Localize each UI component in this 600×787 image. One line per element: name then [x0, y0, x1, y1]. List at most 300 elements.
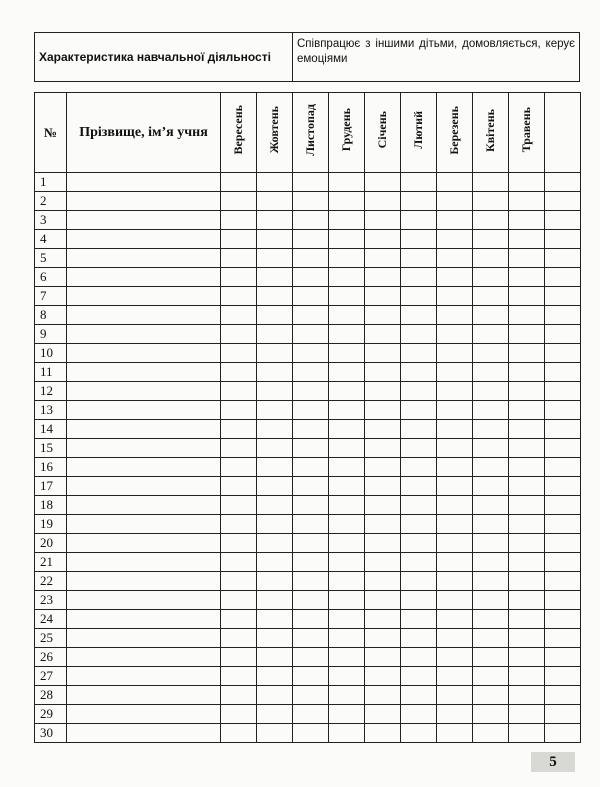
month-mark-cell[interactable] — [401, 249, 437, 268]
month-mark-cell[interactable] — [329, 344, 365, 363]
month-mark-cell[interactable] — [437, 363, 473, 382]
student-name-cell[interactable] — [67, 553, 221, 572]
month-mark-cell[interactable] — [545, 420, 581, 439]
month-mark-cell[interactable] — [437, 192, 473, 211]
month-mark-cell[interactable] — [293, 496, 329, 515]
month-mark-cell[interactable] — [509, 610, 545, 629]
month-mark-cell[interactable] — [365, 648, 401, 667]
month-mark-cell[interactable] — [473, 230, 509, 249]
month-mark-cell[interactable] — [365, 363, 401, 382]
month-mark-cell[interactable] — [401, 610, 437, 629]
month-mark-cell[interactable] — [437, 553, 473, 572]
month-mark-cell[interactable] — [293, 534, 329, 553]
month-mark-cell[interactable] — [221, 192, 257, 211]
month-mark-cell[interactable] — [365, 534, 401, 553]
student-name-cell[interactable] — [67, 591, 221, 610]
month-mark-cell[interactable] — [473, 344, 509, 363]
month-mark-cell[interactable] — [257, 230, 293, 249]
month-mark-cell[interactable] — [473, 173, 509, 192]
month-mark-cell[interactable] — [221, 382, 257, 401]
month-mark-cell[interactable] — [329, 306, 365, 325]
month-mark-cell[interactable] — [473, 572, 509, 591]
month-mark-cell[interactable] — [365, 420, 401, 439]
month-mark-cell[interactable] — [401, 458, 437, 477]
month-mark-cell[interactable] — [545, 382, 581, 401]
month-mark-cell[interactable] — [437, 306, 473, 325]
month-mark-cell[interactable] — [221, 610, 257, 629]
month-mark-cell[interactable] — [437, 344, 473, 363]
month-mark-cell[interactable] — [221, 230, 257, 249]
month-mark-cell[interactable] — [257, 648, 293, 667]
month-mark-cell[interactable] — [401, 211, 437, 230]
month-mark-cell[interactable] — [545, 686, 581, 705]
month-mark-cell[interactable] — [401, 382, 437, 401]
month-mark-cell[interactable] — [545, 306, 581, 325]
month-mark-cell[interactable] — [365, 268, 401, 287]
month-mark-cell[interactable] — [221, 477, 257, 496]
month-mark-cell[interactable] — [401, 724, 437, 743]
month-mark-cell[interactable] — [293, 439, 329, 458]
month-mark-cell[interactable] — [293, 610, 329, 629]
month-mark-cell[interactable] — [545, 439, 581, 458]
month-mark-cell[interactable] — [257, 686, 293, 705]
month-mark-cell[interactable] — [329, 439, 365, 458]
month-mark-cell[interactable] — [545, 724, 581, 743]
month-mark-cell[interactable] — [365, 382, 401, 401]
student-name-cell[interactable] — [67, 344, 221, 363]
month-mark-cell[interactable] — [473, 515, 509, 534]
month-mark-cell[interactable] — [545, 629, 581, 648]
month-mark-cell[interactable] — [257, 724, 293, 743]
month-mark-cell[interactable] — [329, 591, 365, 610]
month-mark-cell[interactable] — [401, 268, 437, 287]
month-mark-cell[interactable] — [437, 591, 473, 610]
month-mark-cell[interactable] — [473, 629, 509, 648]
student-name-cell[interactable] — [67, 382, 221, 401]
month-mark-cell[interactable] — [221, 648, 257, 667]
month-mark-cell[interactable] — [365, 230, 401, 249]
month-mark-cell[interactable] — [509, 591, 545, 610]
month-mark-cell[interactable] — [329, 249, 365, 268]
month-mark-cell[interactable] — [545, 572, 581, 591]
month-mark-cell[interactable] — [473, 553, 509, 572]
month-mark-cell[interactable] — [221, 496, 257, 515]
month-mark-cell[interactable] — [509, 192, 545, 211]
month-mark-cell[interactable] — [257, 401, 293, 420]
month-mark-cell[interactable] — [509, 268, 545, 287]
month-mark-cell[interactable] — [401, 439, 437, 458]
month-mark-cell[interactable] — [293, 211, 329, 230]
student-name-cell[interactable] — [67, 363, 221, 382]
month-mark-cell[interactable] — [437, 515, 473, 534]
month-mark-cell[interactable] — [437, 401, 473, 420]
month-mark-cell[interactable] — [293, 363, 329, 382]
month-mark-cell[interactable] — [257, 344, 293, 363]
month-mark-cell[interactable] — [365, 553, 401, 572]
month-mark-cell[interactable] — [329, 192, 365, 211]
month-mark-cell[interactable] — [293, 401, 329, 420]
student-name-cell[interactable] — [67, 648, 221, 667]
student-name-cell[interactable] — [67, 401, 221, 420]
month-mark-cell[interactable] — [437, 382, 473, 401]
month-mark-cell[interactable] — [545, 287, 581, 306]
month-mark-cell[interactable] — [329, 363, 365, 382]
month-mark-cell[interactable] — [365, 629, 401, 648]
month-mark-cell[interactable] — [257, 496, 293, 515]
month-mark-cell[interactable] — [545, 705, 581, 724]
month-mark-cell[interactable] — [257, 610, 293, 629]
month-mark-cell[interactable] — [293, 477, 329, 496]
month-mark-cell[interactable] — [545, 325, 581, 344]
month-mark-cell[interactable] — [473, 610, 509, 629]
month-mark-cell[interactable] — [293, 382, 329, 401]
month-mark-cell[interactable] — [437, 287, 473, 306]
month-mark-cell[interactable] — [221, 515, 257, 534]
month-mark-cell[interactable] — [221, 629, 257, 648]
month-mark-cell[interactable] — [509, 344, 545, 363]
student-name-cell[interactable] — [67, 667, 221, 686]
month-mark-cell[interactable] — [221, 458, 257, 477]
month-mark-cell[interactable] — [509, 572, 545, 591]
month-mark-cell[interactable] — [365, 477, 401, 496]
student-name-cell[interactable] — [67, 325, 221, 344]
month-mark-cell[interactable] — [401, 686, 437, 705]
month-mark-cell[interactable] — [365, 667, 401, 686]
student-name-cell[interactable] — [67, 192, 221, 211]
month-mark-cell[interactable] — [257, 591, 293, 610]
month-mark-cell[interactable] — [473, 249, 509, 268]
month-mark-cell[interactable] — [509, 705, 545, 724]
month-mark-cell[interactable] — [293, 553, 329, 572]
month-mark-cell[interactable] — [365, 591, 401, 610]
month-mark-cell[interactable] — [365, 287, 401, 306]
month-mark-cell[interactable] — [221, 439, 257, 458]
student-name-cell[interactable] — [67, 496, 221, 515]
student-name-cell[interactable] — [67, 629, 221, 648]
month-mark-cell[interactable] — [257, 287, 293, 306]
month-mark-cell[interactable] — [401, 230, 437, 249]
month-mark-cell[interactable] — [401, 306, 437, 325]
month-mark-cell[interactable] — [509, 534, 545, 553]
month-mark-cell[interactable] — [545, 553, 581, 572]
month-mark-cell[interactable] — [509, 211, 545, 230]
month-mark-cell[interactable] — [221, 249, 257, 268]
month-mark-cell[interactable] — [257, 306, 293, 325]
month-mark-cell[interactable] — [329, 515, 365, 534]
month-mark-cell[interactable] — [293, 648, 329, 667]
month-mark-cell[interactable] — [545, 648, 581, 667]
month-mark-cell[interactable] — [293, 458, 329, 477]
month-mark-cell[interactable] — [329, 420, 365, 439]
student-name-cell[interactable] — [67, 705, 221, 724]
month-mark-cell[interactable] — [221, 344, 257, 363]
student-name-cell[interactable] — [67, 439, 221, 458]
student-name-cell[interactable] — [67, 458, 221, 477]
month-mark-cell[interactable] — [221, 724, 257, 743]
month-mark-cell[interactable] — [257, 363, 293, 382]
month-mark-cell[interactable] — [329, 629, 365, 648]
month-mark-cell[interactable] — [365, 724, 401, 743]
month-mark-cell[interactable] — [257, 268, 293, 287]
month-mark-cell[interactable] — [329, 401, 365, 420]
month-mark-cell[interactable] — [545, 230, 581, 249]
student-name-cell[interactable] — [67, 477, 221, 496]
month-mark-cell[interactable] — [473, 724, 509, 743]
month-mark-cell[interactable] — [329, 477, 365, 496]
student-name-cell[interactable] — [67, 572, 221, 591]
month-mark-cell[interactable] — [329, 382, 365, 401]
month-mark-cell[interactable] — [473, 306, 509, 325]
month-mark-cell[interactable] — [329, 534, 365, 553]
month-mark-cell[interactable] — [257, 705, 293, 724]
month-mark-cell[interactable] — [293, 515, 329, 534]
student-name-cell[interactable] — [67, 230, 221, 249]
month-mark-cell[interactable] — [221, 667, 257, 686]
month-mark-cell[interactable] — [293, 724, 329, 743]
month-mark-cell[interactable] — [365, 249, 401, 268]
month-mark-cell[interactable] — [365, 211, 401, 230]
month-mark-cell[interactable] — [509, 496, 545, 515]
month-mark-cell[interactable] — [365, 325, 401, 344]
month-mark-cell[interactable] — [221, 268, 257, 287]
month-mark-cell[interactable] — [365, 344, 401, 363]
month-mark-cell[interactable] — [257, 477, 293, 496]
month-mark-cell[interactable] — [257, 667, 293, 686]
month-mark-cell[interactable] — [473, 458, 509, 477]
month-mark-cell[interactable] — [401, 648, 437, 667]
month-mark-cell[interactable] — [437, 686, 473, 705]
month-mark-cell[interactable] — [257, 458, 293, 477]
month-mark-cell[interactable] — [401, 496, 437, 515]
month-mark-cell[interactable] — [257, 534, 293, 553]
month-mark-cell[interactable] — [437, 648, 473, 667]
student-name-cell[interactable] — [67, 515, 221, 534]
month-mark-cell[interactable] — [329, 496, 365, 515]
month-mark-cell[interactable] — [473, 705, 509, 724]
month-mark-cell[interactable] — [401, 420, 437, 439]
month-mark-cell[interactable] — [437, 629, 473, 648]
month-mark-cell[interactable] — [401, 325, 437, 344]
month-mark-cell[interactable] — [545, 534, 581, 553]
month-mark-cell[interactable] — [401, 173, 437, 192]
student-name-cell[interactable] — [67, 534, 221, 553]
month-mark-cell[interactable] — [401, 553, 437, 572]
month-mark-cell[interactable] — [473, 363, 509, 382]
month-mark-cell[interactable] — [329, 173, 365, 192]
month-mark-cell[interactable] — [257, 382, 293, 401]
month-mark-cell[interactable] — [329, 553, 365, 572]
month-mark-cell[interactable] — [221, 420, 257, 439]
month-mark-cell[interactable] — [257, 420, 293, 439]
month-mark-cell[interactable] — [509, 686, 545, 705]
month-mark-cell[interactable] — [329, 325, 365, 344]
month-mark-cell[interactable] — [509, 230, 545, 249]
month-mark-cell[interactable] — [509, 382, 545, 401]
month-mark-cell[interactable] — [221, 572, 257, 591]
month-mark-cell[interactable] — [293, 591, 329, 610]
month-mark-cell[interactable] — [365, 439, 401, 458]
month-mark-cell[interactable] — [293, 629, 329, 648]
month-mark-cell[interactable] — [473, 382, 509, 401]
month-mark-cell[interactable] — [509, 306, 545, 325]
month-mark-cell[interactable] — [437, 268, 473, 287]
month-mark-cell[interactable] — [329, 287, 365, 306]
month-mark-cell[interactable] — [509, 458, 545, 477]
month-mark-cell[interactable] — [545, 477, 581, 496]
month-mark-cell[interactable] — [293, 344, 329, 363]
month-mark-cell[interactable] — [401, 705, 437, 724]
month-mark-cell[interactable] — [545, 515, 581, 534]
month-mark-cell[interactable] — [221, 591, 257, 610]
month-mark-cell[interactable] — [293, 249, 329, 268]
month-mark-cell[interactable] — [293, 325, 329, 344]
month-mark-cell[interactable] — [509, 553, 545, 572]
month-mark-cell[interactable] — [473, 325, 509, 344]
month-mark-cell[interactable] — [545, 173, 581, 192]
month-mark-cell[interactable] — [257, 325, 293, 344]
month-mark-cell[interactable] — [329, 610, 365, 629]
month-mark-cell[interactable] — [293, 192, 329, 211]
month-mark-cell[interactable] — [293, 230, 329, 249]
month-mark-cell[interactable] — [293, 667, 329, 686]
month-mark-cell[interactable] — [545, 344, 581, 363]
student-name-cell[interactable] — [67, 249, 221, 268]
month-mark-cell[interactable] — [473, 591, 509, 610]
month-mark-cell[interactable] — [437, 572, 473, 591]
month-mark-cell[interactable] — [401, 192, 437, 211]
month-mark-cell[interactable] — [509, 629, 545, 648]
month-mark-cell[interactable] — [473, 534, 509, 553]
month-mark-cell[interactable] — [545, 363, 581, 382]
month-mark-cell[interactable] — [257, 439, 293, 458]
month-mark-cell[interactable] — [473, 439, 509, 458]
month-mark-cell[interactable] — [401, 363, 437, 382]
month-mark-cell[interactable] — [473, 496, 509, 515]
month-mark-cell[interactable] — [257, 173, 293, 192]
month-mark-cell[interactable] — [509, 477, 545, 496]
month-mark-cell[interactable] — [437, 458, 473, 477]
month-mark-cell[interactable] — [401, 401, 437, 420]
month-mark-cell[interactable] — [365, 173, 401, 192]
month-mark-cell[interactable] — [365, 496, 401, 515]
month-mark-cell[interactable] — [221, 306, 257, 325]
month-mark-cell[interactable] — [329, 211, 365, 230]
month-mark-cell[interactable] — [545, 591, 581, 610]
month-mark-cell[interactable] — [509, 420, 545, 439]
month-mark-cell[interactable] — [365, 192, 401, 211]
month-mark-cell[interactable] — [257, 515, 293, 534]
month-mark-cell[interactable] — [545, 496, 581, 515]
month-mark-cell[interactable] — [401, 477, 437, 496]
month-mark-cell[interactable] — [221, 401, 257, 420]
month-mark-cell[interactable] — [437, 705, 473, 724]
month-mark-cell[interactable] — [473, 648, 509, 667]
month-mark-cell[interactable] — [365, 458, 401, 477]
month-mark-cell[interactable] — [473, 477, 509, 496]
month-mark-cell[interactable] — [401, 572, 437, 591]
month-mark-cell[interactable] — [365, 515, 401, 534]
month-mark-cell[interactable] — [221, 173, 257, 192]
month-mark-cell[interactable] — [221, 363, 257, 382]
month-mark-cell[interactable] — [401, 287, 437, 306]
month-mark-cell[interactable] — [401, 667, 437, 686]
student-name-cell[interactable] — [67, 420, 221, 439]
month-mark-cell[interactable] — [257, 211, 293, 230]
month-mark-cell[interactable] — [509, 515, 545, 534]
month-mark-cell[interactable] — [545, 401, 581, 420]
month-mark-cell[interactable] — [509, 401, 545, 420]
month-mark-cell[interactable] — [221, 211, 257, 230]
month-mark-cell[interactable] — [293, 268, 329, 287]
month-mark-cell[interactable] — [473, 401, 509, 420]
student-name-cell[interactable] — [67, 211, 221, 230]
month-mark-cell[interactable] — [257, 249, 293, 268]
month-mark-cell[interactable] — [401, 591, 437, 610]
month-mark-cell[interactable] — [437, 724, 473, 743]
month-mark-cell[interactable] — [473, 192, 509, 211]
month-mark-cell[interactable] — [293, 287, 329, 306]
month-mark-cell[interactable] — [437, 439, 473, 458]
month-mark-cell[interactable] — [473, 268, 509, 287]
month-mark-cell[interactable] — [365, 401, 401, 420]
month-mark-cell[interactable] — [509, 363, 545, 382]
month-mark-cell[interactable] — [437, 667, 473, 686]
month-mark-cell[interactable] — [221, 553, 257, 572]
month-mark-cell[interactable] — [545, 458, 581, 477]
month-mark-cell[interactable] — [365, 610, 401, 629]
month-mark-cell[interactable] — [365, 572, 401, 591]
month-mark-cell[interactable] — [509, 724, 545, 743]
month-mark-cell[interactable] — [437, 173, 473, 192]
month-mark-cell[interactable] — [365, 705, 401, 724]
month-mark-cell[interactable] — [257, 629, 293, 648]
month-mark-cell[interactable] — [545, 268, 581, 287]
month-mark-cell[interactable] — [401, 629, 437, 648]
month-mark-cell[interactable] — [509, 325, 545, 344]
month-mark-cell[interactable] — [329, 686, 365, 705]
month-mark-cell[interactable] — [545, 192, 581, 211]
month-mark-cell[interactable] — [293, 306, 329, 325]
month-mark-cell[interactable] — [221, 325, 257, 344]
month-mark-cell[interactable] — [437, 211, 473, 230]
month-mark-cell[interactable] — [293, 420, 329, 439]
month-mark-cell[interactable] — [545, 249, 581, 268]
month-mark-cell[interactable] — [401, 515, 437, 534]
student-name-cell[interactable] — [67, 268, 221, 287]
month-mark-cell[interactable] — [509, 287, 545, 306]
student-name-cell[interactable] — [67, 306, 221, 325]
month-mark-cell[interactable] — [509, 173, 545, 192]
month-mark-cell[interactable] — [329, 572, 365, 591]
month-mark-cell[interactable] — [329, 724, 365, 743]
month-mark-cell[interactable] — [401, 534, 437, 553]
month-mark-cell[interactable] — [257, 572, 293, 591]
month-mark-cell[interactable] — [329, 705, 365, 724]
month-mark-cell[interactable] — [473, 686, 509, 705]
month-mark-cell[interactable] — [221, 534, 257, 553]
month-mark-cell[interactable] — [509, 667, 545, 686]
month-mark-cell[interactable] — [545, 610, 581, 629]
month-mark-cell[interactable] — [365, 686, 401, 705]
month-mark-cell[interactable] — [437, 230, 473, 249]
month-mark-cell[interactable] — [509, 648, 545, 667]
month-mark-cell[interactable] — [329, 268, 365, 287]
month-mark-cell[interactable] — [329, 648, 365, 667]
month-mark-cell[interactable] — [221, 705, 257, 724]
month-mark-cell[interactable] — [509, 249, 545, 268]
month-mark-cell[interactable] — [473, 211, 509, 230]
student-name-cell[interactable] — [67, 724, 221, 743]
